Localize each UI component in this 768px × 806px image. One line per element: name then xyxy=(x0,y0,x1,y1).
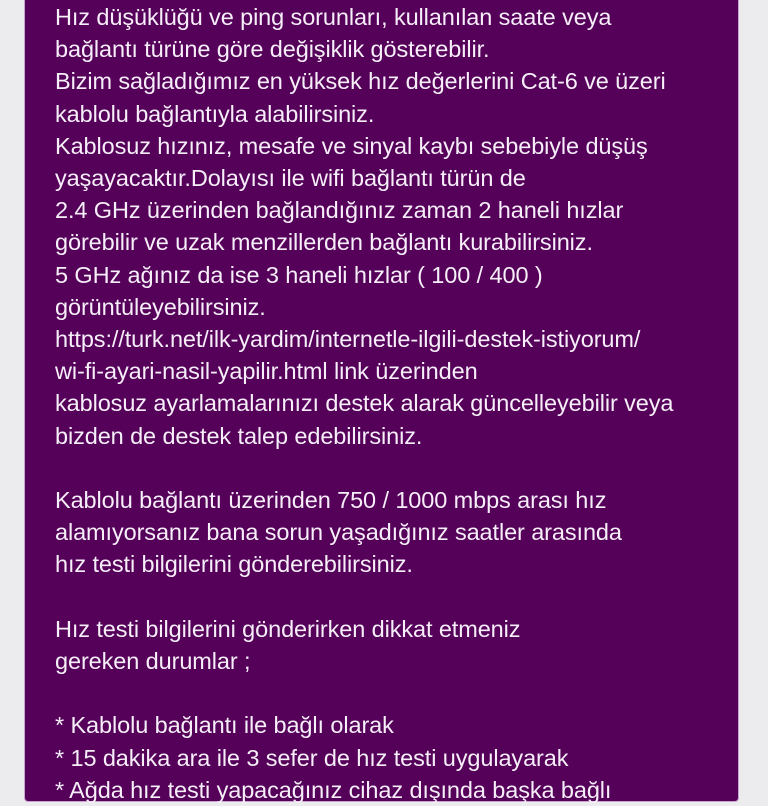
message-line: görebilir ve uzak menzillerden bağlantı kurabilirsiniz. xyxy=(55,229,593,256)
message-line: alamıyorsanız bana sorun yaşadığınız saatler arasında xyxy=(55,519,622,546)
message-line: kablolu bağlantıyla alabilirsiniz. xyxy=(55,100,375,127)
message-line: Kablosuz hızınız, mesafe ve sinyal kaybı sebebiyle düşüş xyxy=(55,132,648,159)
message-line: gereken durumlar ; xyxy=(55,648,251,675)
message-line: Hız düşüklüğü ve ping sorunları, kullanılan saate veya xyxy=(55,4,612,30)
message-bubble[interactable] xyxy=(24,0,739,802)
message-line: yaşayacaktır.Dolayısı ile wifi bağlantı türün de xyxy=(55,165,526,192)
message-line: https://turk.net/ilk-yardim/internetle-ilgili-destek-istiyorum/ xyxy=(55,326,641,353)
message-line-blank xyxy=(55,581,728,613)
message-line: görüntüleyebilirsiniz. xyxy=(55,293,266,320)
message-line: * Ağda hız testi yapacağınız cihaz dışında başka bağlı xyxy=(55,776,612,803)
message-line: 2.4 GHz üzerinden bağlandığınız zaman 2 haneli hızlar xyxy=(55,197,624,224)
message-line: Hız testi bilgilerini gönderirken dikkat etmeniz xyxy=(55,615,521,642)
message-line-blank xyxy=(55,452,728,484)
message-line: kablosuz ayarlamalarınızı destek alarak güncelleyebilir veya xyxy=(55,390,674,417)
message-line-blank xyxy=(55,677,728,709)
message-line: * Kablolu bağlantı ile bağlı olarak xyxy=(55,712,394,739)
message-line: bizden de destek talep edebilirsiniz. xyxy=(55,422,423,449)
message-line: * 15 dakika ara ile 3 sefer de hız testi uygulayarak xyxy=(55,744,569,771)
message-line: Kablolu bağlantı üzerinden 750 / 1000 mbps arası hız xyxy=(55,487,607,514)
message-line: wi-fi-ayari-nasil-yapilir.html link üzerinden xyxy=(55,358,478,385)
message-line: bağlantı türüne göre değişiklik gösterebilir. xyxy=(55,36,490,63)
message-text xyxy=(55,1,728,806)
message-line: 5 GHz ağınız da ise 3 haneli hızlar ( 100 / 400 ) xyxy=(55,261,543,288)
message-line: Bizim sağladığımız en yüksek hız değerlerini Cat-6 ve üzeri xyxy=(55,68,666,95)
message-line: hız testi bilgilerini gönderebilirsiniz. xyxy=(55,551,413,578)
